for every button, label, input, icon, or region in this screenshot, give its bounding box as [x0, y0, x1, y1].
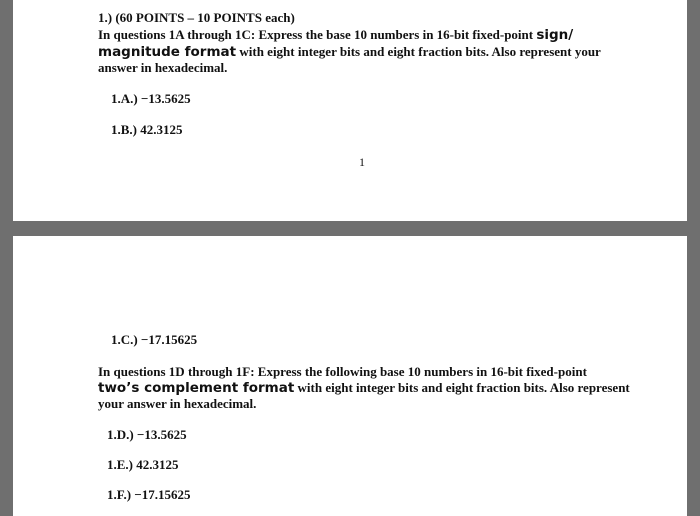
page-number: 1	[359, 155, 365, 169]
question-1d: 1.D.) −13.5625	[107, 427, 187, 442]
instructions-text: In questions 1A through 1C: Express the base 10 numbers in 16-bit fixed-point	[98, 27, 537, 42]
question-1b: 1.B.) 42.3125	[111, 122, 183, 137]
question-1f: 1.F.) −17.15625	[107, 487, 191, 502]
emphasis-text: sign/	[536, 27, 574, 43]
question-1c: 1.C.) −17.15625	[111, 332, 198, 347]
emphasis-text: two’s complement format	[98, 380, 295, 396]
question-1a: 1.A.) −13.5625	[111, 91, 191, 106]
question-heading: 1.) (60 POINTS – 10 POINTS each)	[98, 10, 295, 25]
instructions-text: with eight integer bits and eight fraction bits. Also represent	[294, 380, 630, 395]
instructions-line-1: In questions 1D through 1F: Express the following base 10 numbers in 16-bit fixed-point	[98, 364, 587, 379]
instructions-line-3: your answer in hexadecimal.	[98, 396, 257, 411]
question-1e: 1.E.) 42.3125	[107, 457, 179, 472]
instructions-line-1	[98, 26, 573, 44]
document-page-1	[13, 0, 687, 221]
document-page-2	[13, 236, 687, 516]
instructions-line-3: answer in hexadecimal.	[98, 60, 228, 75]
instructions-text: with eight integer bits and eight fraction bits. Also represent your	[236, 44, 601, 59]
emphasis-text: magnitude format	[98, 44, 237, 60]
